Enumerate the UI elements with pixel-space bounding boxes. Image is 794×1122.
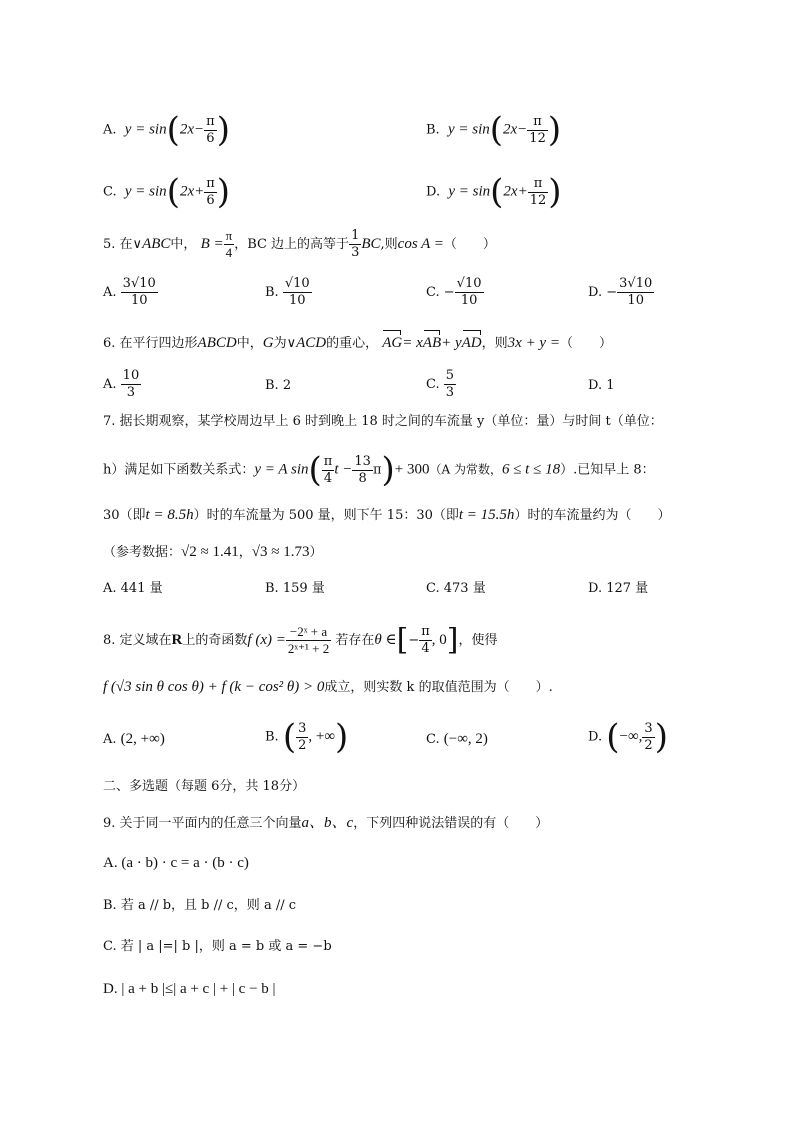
q9-option-b: B. 若 a // b，且 b // c，则 a // c (103, 898, 296, 913)
q4-option-b: B. y = sin(2x− $\frac{\pi}{12}$ ) (426, 110, 562, 150)
q8-option-d: D. (−∞, $\frac{3}{2}$ ) (588, 717, 668, 757)
q4-option-a: A. y = sin(2x− $\frac{\pi}{6}$ ) (103, 110, 230, 150)
q8-stem-line1: 8. 定义域在R上的奇函数f (x) = $\frac{\text{−2ˣ + a}}{\text{2ˣ⁺¹ + 2}}$ 若存在θ ∈[− $\frac{\pi}{4}$ , 0]，使得 (103, 622, 498, 658)
q8-option-a: A. (2, +∞) (103, 731, 165, 747)
q7-option-b: B. 159 量 (265, 581, 325, 596)
q9-option-c: C. 若 | a |=| b |，则 a = b 或 a = −b (103, 939, 332, 954)
q7-option-c: C. 473 量 (426, 581, 486, 596)
q6-option-c: C. $\frac{5}{3}$ (426, 368, 455, 400)
q8-option-b: B. ( $\frac{3}{2}$ , +∞) (265, 717, 349, 757)
q5-option-d: D. − $\frac{3√10}{10}$ (588, 276, 653, 308)
q6-option-d: D. 1 (588, 378, 615, 393)
q9-option-a: A. (a · b) · c = a · (b · c) (103, 855, 249, 871)
q9-option-d: D. | a + b |≤| a + c | + | c − b | (103, 981, 276, 997)
section-heading: 二、多选题（每题 6分，共 18分） (103, 779, 306, 794)
q7-line1: 7. 据长期观察，某学校周边早上 6 时到晚上 18 时之间的车流量 y（单位：量）与时间 t（单位： (103, 414, 663, 429)
q7-line4: （参考数据：√2 ≈ 1.41，√3 ≈ 1.73） (103, 544, 323, 560)
q4-option-c: C. y = sin(2x+ $\frac{\pi}{6}$ ) (103, 172, 231, 212)
q7-option-d: D. 127 量 (588, 581, 649, 596)
q7-line3: 30（即t = 8.5h）时的车流量为 500 量，则下午 15：30（即t = 15.5h）时的车流量约为（ ） (103, 507, 671, 523)
q5-option-b: B. $\frac{√10}{10}$ (265, 276, 310, 308)
q6-option-a: A. $\frac{10}{3}$ (103, 368, 140, 400)
q6-stem: 6. 在平行四边形ABCD中，G为∨ACD的重心， AG= xAB+ yAD，则3x + y =（ ） (103, 335, 612, 351)
q5-option-c: C. − $\frac{√10}{10}$ (426, 276, 482, 308)
q7-line2: h）满足如下函数关系式：y = A sin( $\frac{\pi}{4}$ t − $\frac{13}{8}$ π)+ 300（A 为常数，6 ≤ t ≤ 18）.已知早上 8： (103, 450, 655, 490)
q5-option-a: A. $\frac{3√10}{10}$ (103, 276, 156, 308)
q5-stem: 5. 在∨ABC中， B = $\frac{\pi}{4}$ ，BC 边上的高等于 $\frac{1}{3}$ BC,则cos A =（ ） (103, 228, 496, 260)
q8-option-c: C. (−∞, 2) (426, 731, 488, 747)
q8-stem-line2: f (√3 sin θ cos θ) + f (k − cos² θ) > 0成立，则实数 k 的取值范围为（ ）. (103, 679, 553, 695)
q4-option-d: D. y = sin(2x+ $\frac{\pi}{12}$ ) (426, 172, 562, 212)
q7-option-a: A. 441 量 (103, 581, 163, 596)
q6-option-b: B. 2 (265, 378, 292, 393)
q9-stem: 9. 关于同一平面内的任意三个向量a、b、c，下列四种说法错误的有（ ） (103, 815, 549, 831)
